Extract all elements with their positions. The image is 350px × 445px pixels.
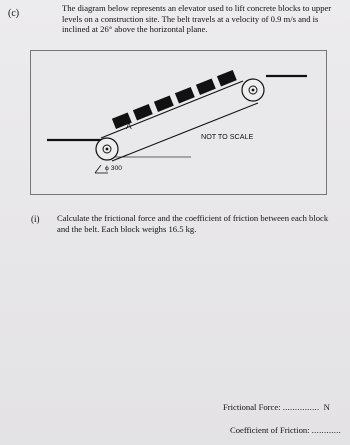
- elevator-diagram: [30, 50, 327, 195]
- coefficient-blank[interactable]: ............: [311, 425, 342, 435]
- frictional-force-blank[interactable]: ...............: [282, 402, 320, 412]
- coefficient-label: Coefficient of Friction:: [230, 425, 310, 435]
- part-label: (c): [8, 8, 20, 19]
- point-a-label: A: [126, 121, 132, 131]
- frictional-force-label: Frictional Force:: [223, 402, 281, 412]
- elevator-diagram-svg: [31, 51, 328, 196]
- lower-pulley: [96, 138, 118, 160]
- not-to-scale-label: NOT TO SCALE: [201, 132, 254, 141]
- pulley-diameter-label: ϕ 300: [105, 165, 123, 172]
- intro-paragraph: The diagram below represents an elevator used to lift concrete blocks to upper levels on a construction site. The belt travels at a velocity of 0.9 m/s and is inclined at 26° above the horizontal plane.: [62, 3, 332, 34]
- belt-upper-strand: [101, 81, 243, 138]
- subpart-label: (i): [31, 214, 40, 224]
- diameter-leader-line: [95, 165, 101, 173]
- concrete-block: [217, 70, 237, 87]
- concrete-block: [196, 78, 216, 95]
- frictional-force-unit: N: [323, 402, 330, 412]
- upper-pulley: [242, 79, 264, 101]
- frictional-force-answer: [223, 402, 330, 412]
- question-text: Calculate the frictional force and the coefficient of friction between each block and the belt. Each block weighs 16.5 kg.: [57, 213, 329, 234]
- coefficient-answer: [230, 425, 341, 435]
